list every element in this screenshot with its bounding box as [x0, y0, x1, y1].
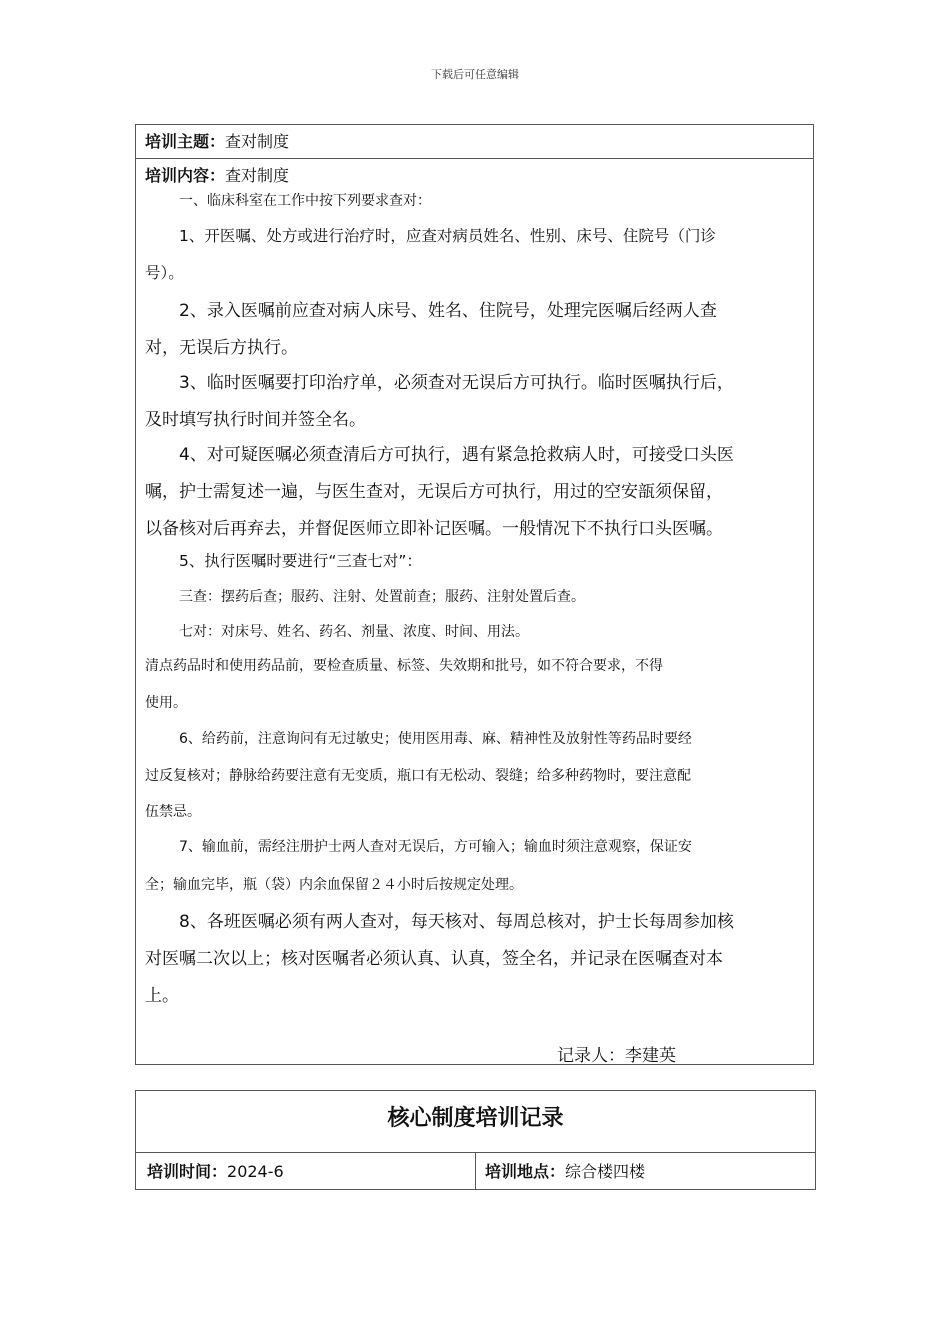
body-line: 使用。 — [145, 695, 187, 711]
content-label: 培训内容： — [145, 166, 226, 185]
training-place-value: 综合楼四楼 — [565, 1162, 646, 1181]
body-line: 及时填写执行时间并签全名。 — [145, 410, 366, 430]
body-line: 2、录入医嘱前应查对病人床号、姓名、住院号，处理完医嘱后经两人查 — [179, 301, 717, 321]
form-title — [136, 1091, 815, 1153]
body-line: 号）。 — [145, 264, 184, 282]
header-note: 下载后可任意编辑 — [431, 68, 519, 81]
training-time-label: 培训时间： — [147, 1162, 228, 1181]
recorder-name: 李建英 — [625, 1046, 676, 1066]
body-line: 8、各班医嘱必须有两人查对，每天核对、每周总核对，护士长每周参加核 — [179, 912, 734, 932]
training-time — [147, 1159, 284, 1182]
form-title-text: 核心制度培训记录 — [387, 1106, 564, 1131]
recorder-label: 记录人： — [557, 1046, 625, 1066]
topic-value: 查对制度 — [225, 132, 290, 151]
topic-row — [136, 125, 813, 159]
body-line: 以备核对后再弃去，并督促医师立即补记医嘱。一般情况下不执行口头医嘱。 — [145, 519, 723, 539]
body-line: 七对：对床号、姓名、药名、剂量、浓度、时间、用法。 — [179, 624, 529, 640]
recorder — [557, 1041, 676, 1066]
training-place — [485, 1159, 645, 1182]
training-time-value: 2024-6 — [227, 1162, 284, 1181]
body-line: 一、临床科室在工作中按下列要求查对： — [179, 193, 431, 209]
body-line: 清点药品时和使用药品前，要检查质量、标签、失效期和批号，如不符合要求，不得 — [145, 658, 663, 674]
body-line: 7、输血前，需经注册护士两人查对无误后，方可输入；输血时须注意观察，保证安 — [179, 839, 692, 855]
body-line: 5、执行医嘱时要进行“三查七对”： — [179, 552, 422, 570]
content-value: 查对制度 — [225, 166, 290, 185]
body-line: 对医嘱二次以上；核对医嘱者必须认真、认真，签全名，并记录在医嘱查对本 — [145, 949, 723, 969]
body-line: 嘱，护士需复述一遍，与医生查对，无误后方可执行，用过的空安瓿须保留， — [145, 482, 723, 502]
body-line: 1、开医嘱、处方或进行治疗时，应查对病员姓名、性别、床号、住院号（门诊 — [179, 227, 716, 245]
body-line: 对，无误后方执行。 — [145, 338, 298, 358]
training-record-table — [135, 124, 814, 1065]
time-place-row — [136, 1153, 815, 1189]
training-place-label: 培训地点： — [485, 1162, 566, 1181]
body-line: 三查：摆药后查；服药、注射、处置前查；服药、注射处置后查。 — [179, 589, 585, 605]
body-line: 6、给药前，注意询问有无过敏史；使用医用毒、麻、精神性及放射性等药品时要经 — [179, 731, 692, 747]
body-line: 上。 — [145, 986, 179, 1006]
body-line: 伍禁忌。 — [145, 804, 201, 820]
topic-label: 培训主题： — [145, 132, 226, 151]
body-line: 3、临时医嘱要打印治疗单，必须查对无误后方可执行。临时医嘱执行后， — [179, 373, 734, 393]
body-line: 过反复核对；静脉给药要注意有无变质，瓶口有无松动、裂缝；给多种药物时，要注意配 — [145, 768, 691, 784]
body-line: 4、对可疑医嘱必须查清后方可执行，遇有紧急抢救病人时，可接受口头医 — [179, 445, 734, 465]
core-system-training-form — [135, 1090, 816, 1190]
body-line: 全；输血完毕，瓶（袋）内余血保留２４小时后按规定处理。 — [145, 877, 523, 893]
